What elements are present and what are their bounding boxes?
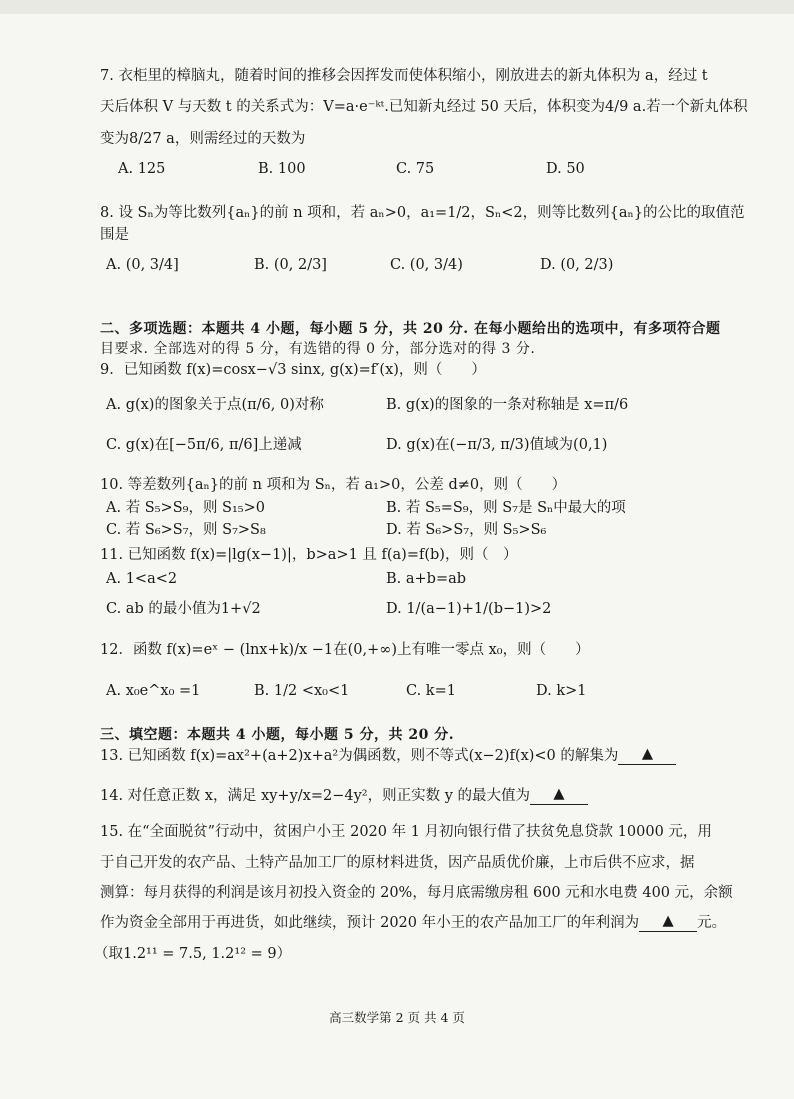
q7-line3: 变为8/27 a，则需经过的天数为 xyxy=(100,131,306,147)
q8-line1: 8. 设 Sₙ为等比数列{aₙ}的前 n 项和，若 aₙ>0，a₁=1/2，Sₙ<2，则等比数列{aₙ}的公比的取值范 xyxy=(100,205,745,221)
q12-option-b: B. 1/2 <x₀<1 xyxy=(254,683,350,699)
q12-option-c: C. k=1 xyxy=(406,683,456,699)
q8-option-d: D. (0, 2/3) xyxy=(540,257,614,273)
q14-text: 14. 对任意正数 x，满足 xy+y/x=2−4y²，则正实数 y 的最大值为 xyxy=(100,788,530,804)
q7-option-c: C. 75 xyxy=(396,161,435,177)
q8-options xyxy=(106,254,738,276)
q11-option-d: D. 1/(a−1)+1/(b−1)>2 xyxy=(386,601,552,617)
q10-stem: 10. 等差数列{aₙ}的前 n 项和为 Sₙ，若 a₁>0，公差 d≠0，则（ ） xyxy=(100,477,567,493)
q7-option-d: D. 50 xyxy=(546,161,585,177)
q10-option-d: D. 若 S₆>S₇，则 S₅>S₆ xyxy=(386,522,547,538)
q10-option-b: B. 若 S₅=S₉，则 S₇是 Sₙ中最大的项 xyxy=(386,500,626,516)
q15-answer-blank[interactable]: ▲ xyxy=(639,911,697,932)
q8-option-b: B. (0, 2/3] xyxy=(254,257,327,273)
q9-options xyxy=(106,394,738,454)
q9-option-c: C. g(x)在[−5π/6, π/6]上递减 xyxy=(106,437,302,453)
q7-option-b: B. 100 xyxy=(258,161,306,177)
q12-option-a: A. x₀e^x₀ =1 xyxy=(106,683,201,699)
q13-line xyxy=(100,746,676,767)
section2-line2: 目要求. 全部选对的得 5 分，有选错的得 0 分，部分选对的得 3 分. xyxy=(100,341,536,357)
q14-answer-blank[interactable]: ▲ xyxy=(530,784,588,805)
q11-option-c: C. ab 的最小值为1+√2 xyxy=(106,601,261,617)
q10-option-c: C. 若 S₆>S₇，则 S₇>S₈ xyxy=(106,522,266,538)
q10-option-a: A. 若 S₅>S₉，则 S₁₅>0 xyxy=(106,500,265,516)
scan-edge xyxy=(0,0,794,14)
q7-options xyxy=(118,158,738,180)
q8-option-c: C. (0, 3/4) xyxy=(390,257,463,273)
q7-line2: 天后体积 V 与天数 t 的关系式为：V=a·e⁻ᵏᵗ.已知新丸经过 50 天后，体积变为4/9 a.若一个新丸体积 xyxy=(100,99,748,115)
page-footer: 高三数学第 2 页 共 4 页 xyxy=(329,1010,465,1025)
q9-option-a: A. g(x)的图象关于点(π/6, 0)对称 xyxy=(106,397,324,413)
q12-option-d: D. k>1 xyxy=(536,683,587,699)
q15-line1: 15. 在“全面脱贫”行动中，贫困户小王 2020 年 1 月初向银行借了扶贫免息贷款 10000 元，用 xyxy=(100,824,712,840)
q7-line1: 7. 衣柜里的樟脑丸，随着时间的推移会因挥发而使体积缩小，刚放进去的新丸体积为 a，经过 t xyxy=(100,68,708,84)
q7-option-a: A. 125 xyxy=(118,161,166,177)
q8-option-a: A. (0, 3/4] xyxy=(106,257,179,273)
q12-stem: 12．函数 f(x)=eˣ − (lnx+k)/x −1在(0,+∞)上有唯一零点 x₀，则（ ） xyxy=(100,642,590,658)
q9-stem: 9．已知函数 f(x)=cosx−√3 sinx, g(x)=f′(x)，则（ ） xyxy=(100,362,486,378)
q11-stem: 11. 已知函数 f(x)=|lg(x−1)|，b>a>1 且 f(a)=f(b)，则（ ） xyxy=(100,547,518,563)
q9-option-d: D. g(x)在(−π/3, π/3)值域为(0,1) xyxy=(386,437,608,453)
section2-line1: 二、多项选题：本题共 4 小题，每小题 5 分，共 20 分. 在每小题给出的选项中，有多项符合题 xyxy=(100,321,721,337)
q14-line xyxy=(100,786,588,807)
q9-option-b: B. g(x)的图象的一条对称轴是 x=π/6 xyxy=(386,397,629,413)
q15-unit: 元。 xyxy=(697,915,727,931)
q15-line3: 测算：每月获得的利润是该月初投入资金的 20%，每月底需缴房租 600 元和水电费 400 元，余额 xyxy=(100,885,733,901)
q13-text: 13. 已知函数 f(x)=ax²+(a+2)x+a²为偶函数，则不等式(x−2)f(x)<0 的解集为 xyxy=(100,748,619,764)
q11-option-b: B. a+b=ab xyxy=(386,571,467,587)
q12-options xyxy=(106,680,738,702)
q11-option-a: A. 1<a<2 xyxy=(106,571,178,587)
q13-answer-blank[interactable]: ▲ xyxy=(618,744,676,765)
q10-options xyxy=(106,497,738,541)
section3-heading: 三、填空题：本题共 4 小题，每小题 5 分，共 20 分. xyxy=(100,727,455,743)
q15-line2: 于自己开发的农产品、土特产品加工厂的原材料进货，因产品质优价廉，上市后供不应求，据 xyxy=(100,855,695,871)
q15-line5: （取1.2¹¹ = 7.5, 1.2¹² = 9） xyxy=(94,946,292,962)
q15-line4-wrap xyxy=(100,913,726,934)
q15-line4: 作为资金全部用于再进货，如此继续，预计 2020 年小王的农产品加工厂的年利润为 xyxy=(100,915,640,931)
q8-line2: 围是 xyxy=(100,227,129,243)
q11-options xyxy=(106,568,738,628)
